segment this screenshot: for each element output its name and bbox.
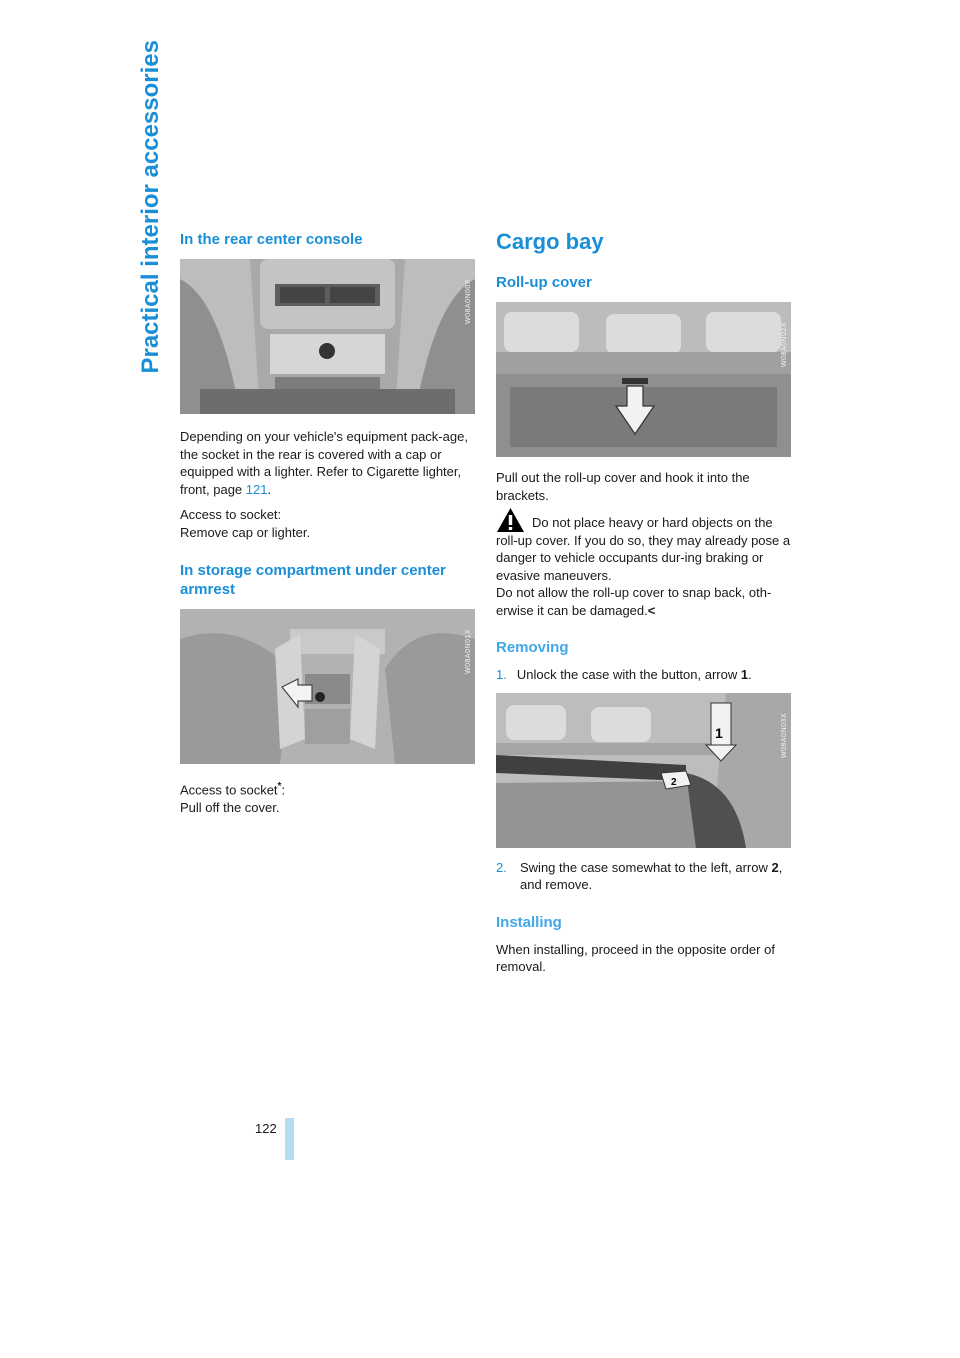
figure-label-2: 2 bbox=[671, 776, 677, 788]
period: . bbox=[748, 667, 752, 682]
page-marker-bar bbox=[285, 1118, 294, 1160]
pull-off-text: Pull off the cover. bbox=[180, 799, 280, 815]
step-text: Swing the case somewhat to the left, arrow bbox=[520, 859, 772, 875]
warning-icon bbox=[496, 507, 525, 533]
optional-equipment-asterisk: * bbox=[277, 781, 282, 792]
rollup-cover-illustration bbox=[496, 302, 791, 457]
warning-text-2-body: Do not allow the roll-up cover to snap back, oth-erwise it can be damaged. bbox=[496, 585, 772, 618]
removing-illustration bbox=[496, 693, 791, 848]
armrest-illustration bbox=[180, 609, 475, 764]
warning-text: Do not place heavy or hard objects on the roll-up cover. If you do so, they may already pose a danger to vehicle occupants dur-ing braking or evasive maneuvers. bbox=[496, 515, 791, 583]
warning-block bbox=[496, 514, 796, 619]
rollup-cover-photo bbox=[496, 302, 791, 457]
paragraph-rear-console bbox=[180, 428, 475, 498]
rear-console-illustration bbox=[180, 259, 475, 414]
step-number: 2. bbox=[496, 859, 507, 875]
image-code: W08A0N01X bbox=[465, 629, 472, 674]
remove-cap-text: Remove cap or lighter. bbox=[180, 524, 311, 540]
step-number: 1. bbox=[496, 667, 507, 682]
heading-storage-compartment: In storage compartment under center armrest bbox=[180, 562, 446, 598]
period: . bbox=[267, 481, 272, 497]
page-link-121[interactable]: 121 bbox=[245, 481, 268, 497]
heading-rollup-cover: Roll-up cover bbox=[496, 274, 592, 291]
removing-photo bbox=[496, 693, 791, 848]
left-column bbox=[180, 230, 475, 816]
rear-console-photo bbox=[180, 259, 475, 414]
right-column bbox=[496, 228, 796, 976]
access-socket-label: Access to socket: bbox=[180, 507, 282, 522]
step-end: , and remove. bbox=[520, 859, 783, 892]
step-1 bbox=[496, 666, 796, 684]
image-code: W08A0N00X bbox=[465, 279, 472, 324]
access-socket-text: Access to socket bbox=[180, 782, 278, 798]
heading-rear-console: In the rear center console bbox=[180, 231, 363, 248]
step-2 bbox=[496, 859, 796, 894]
figure-label-1: 1 bbox=[715, 724, 723, 741]
warning-text-2 bbox=[496, 584, 796, 619]
image-code: W08A0N02X bbox=[781, 322, 788, 367]
colon: : bbox=[281, 782, 286, 798]
paragraph-text: Depending on your vehicle's equipment pack-age, the socket in the rear is covered with a cap or equipped with a lighter. Refer to Cigarette lighter, front, page bbox=[180, 429, 468, 497]
chapter-title bbox=[138, 40, 164, 780]
armrest-photo bbox=[180, 609, 475, 764]
chapter-title-text: Practical interior accessories bbox=[137, 40, 164, 374]
heading-installing: Installing bbox=[496, 913, 562, 931]
step-text: Unlock the case with the button, arrow bbox=[516, 667, 741, 682]
heading-removing: Removing bbox=[496, 639, 569, 656]
installing-text: When installing, proceed in the opposite order of removal. bbox=[496, 941, 775, 974]
access-socket-optional bbox=[180, 778, 475, 799]
heading-cargo-bay: Cargo bay bbox=[496, 229, 604, 254]
arrow-number: 2 bbox=[771, 859, 779, 875]
end-mark: < bbox=[647, 602, 656, 618]
pullout-text: Pull out the roll-up cover and hook it into the brackets. bbox=[496, 470, 750, 503]
image-code: W08A0N03X bbox=[781, 712, 788, 758]
page-number: 122 bbox=[255, 1121, 277, 1136]
arrow-number: 1 bbox=[740, 667, 749, 682]
